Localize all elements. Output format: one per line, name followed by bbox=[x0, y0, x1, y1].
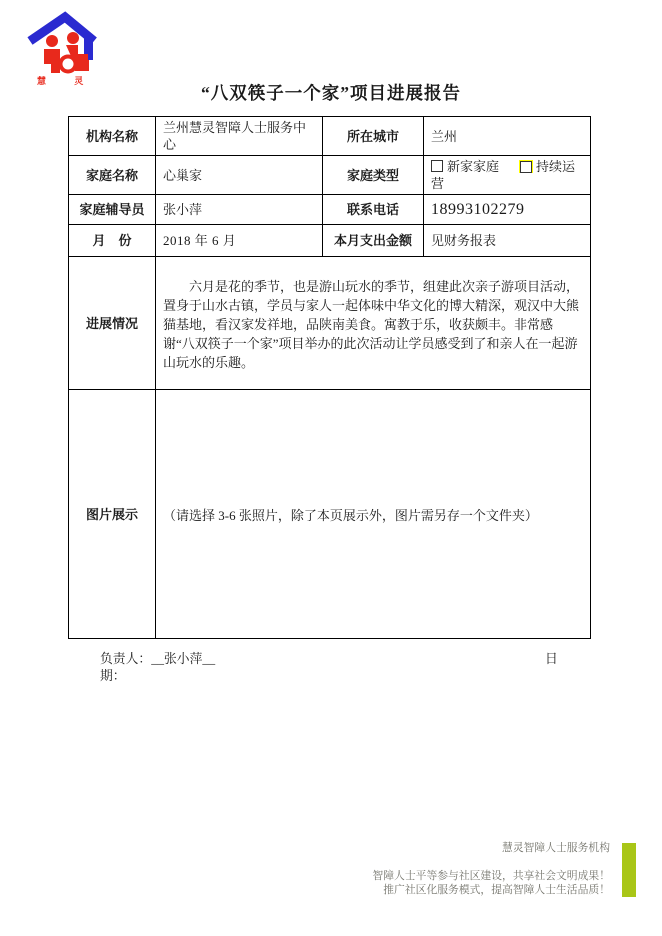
field-label-photos: 图片展示 bbox=[69, 390, 156, 639]
field-label-phone: 联系电话 bbox=[323, 195, 424, 225]
field-label-counselor: 家庭辅导员 bbox=[69, 195, 156, 225]
photos-note: （请选择 3-6 张照片，除了本页展示外，图片需另存一个文件夹） bbox=[163, 508, 538, 523]
huiling-logo-icon bbox=[20, 8, 100, 80]
option-ongoing-label: 持续运营 bbox=[431, 159, 576, 191]
field-value-family-name[interactable]: 心巢家 bbox=[156, 156, 323, 195]
field-label-expense: 本月支出金额 bbox=[323, 225, 424, 257]
table-row bbox=[69, 257, 591, 390]
field-value-counselor[interactable]: 张小萍 bbox=[156, 195, 323, 225]
page-title: “八双筷子一个家”项目进展报告 bbox=[201, 83, 461, 103]
logo-wheel bbox=[63, 59, 74, 70]
footer-slogan-2: 推广社区化服务模式，提高智障人士生活品质！ bbox=[383, 884, 610, 896]
report-form-table bbox=[68, 116, 591, 639]
field-label-city: 所在城市 bbox=[323, 117, 424, 156]
footer-text-block bbox=[372, 841, 610, 898]
table-row bbox=[69, 195, 591, 225]
table-row bbox=[69, 156, 591, 195]
footer-slogan-1: 智障人士平等参与社区建设，共享社会文明成果！ bbox=[372, 869, 610, 882]
field-value-progress[interactable] bbox=[156, 257, 591, 390]
checkbox-new-family-icon[interactable] bbox=[431, 160, 443, 172]
field-value-month[interactable]: 2018 年 6 月 bbox=[156, 225, 323, 257]
field-value-phone[interactable]: 18993102279 bbox=[424, 195, 591, 225]
field-label-family-type: 家庭类型 bbox=[323, 156, 424, 195]
footer-accent-bar bbox=[622, 843, 636, 897]
field-label-family-name: 家庭名称 bbox=[69, 156, 156, 195]
date-label-part1: 日 bbox=[545, 652, 558, 666]
field-value-org-name[interactable]: 兰州慧灵智障人士服务中心 bbox=[156, 117, 323, 156]
responsible-label: 负责人： bbox=[100, 652, 152, 666]
field-label-org-name: 机构名称 bbox=[69, 117, 156, 156]
logo-caption: 慧 灵 bbox=[37, 76, 97, 86]
checkbox-ongoing-icon[interactable] bbox=[520, 161, 532, 173]
field-value-photos[interactable] bbox=[156, 390, 591, 639]
signature-block bbox=[100, 651, 570, 685]
table-row bbox=[69, 225, 591, 257]
date-label-part2: 期： bbox=[100, 669, 126, 683]
field-value-expense[interactable]: 见财务报表 bbox=[424, 225, 591, 257]
field-label-progress: 进展情况 bbox=[69, 257, 156, 390]
table-row bbox=[69, 117, 591, 156]
responsible-value[interactable]: __张小萍__ bbox=[151, 652, 216, 666]
checkbox-ongoing-highlight[interactable] bbox=[519, 160, 533, 173]
option-new-family-label: 新家家庭 bbox=[447, 159, 500, 174]
progress-text: 六月是花的季节，也是游山玩水的季节，组建此次亲子游项目活动，置身于山水古镇，学员与家人一起体味中华文化的博大精深，观汉中大熊猫基地，看汉家发祥地，品陕南美食。寓教于乐，收获颇丰。非常感谢“八双筷子一个家”项目举办的此次活动让学员感受到了和亲人在一起游山玩水的乐趣。 bbox=[163, 278, 580, 370]
table-row bbox=[69, 390, 591, 639]
field-value-family-type bbox=[424, 156, 591, 195]
field-value-city[interactable]: 兰州 bbox=[424, 117, 591, 156]
field-label-month: 月 份 bbox=[69, 225, 156, 257]
footer-org-name: 慧灵智障人士服务机构 bbox=[502, 842, 610, 854]
